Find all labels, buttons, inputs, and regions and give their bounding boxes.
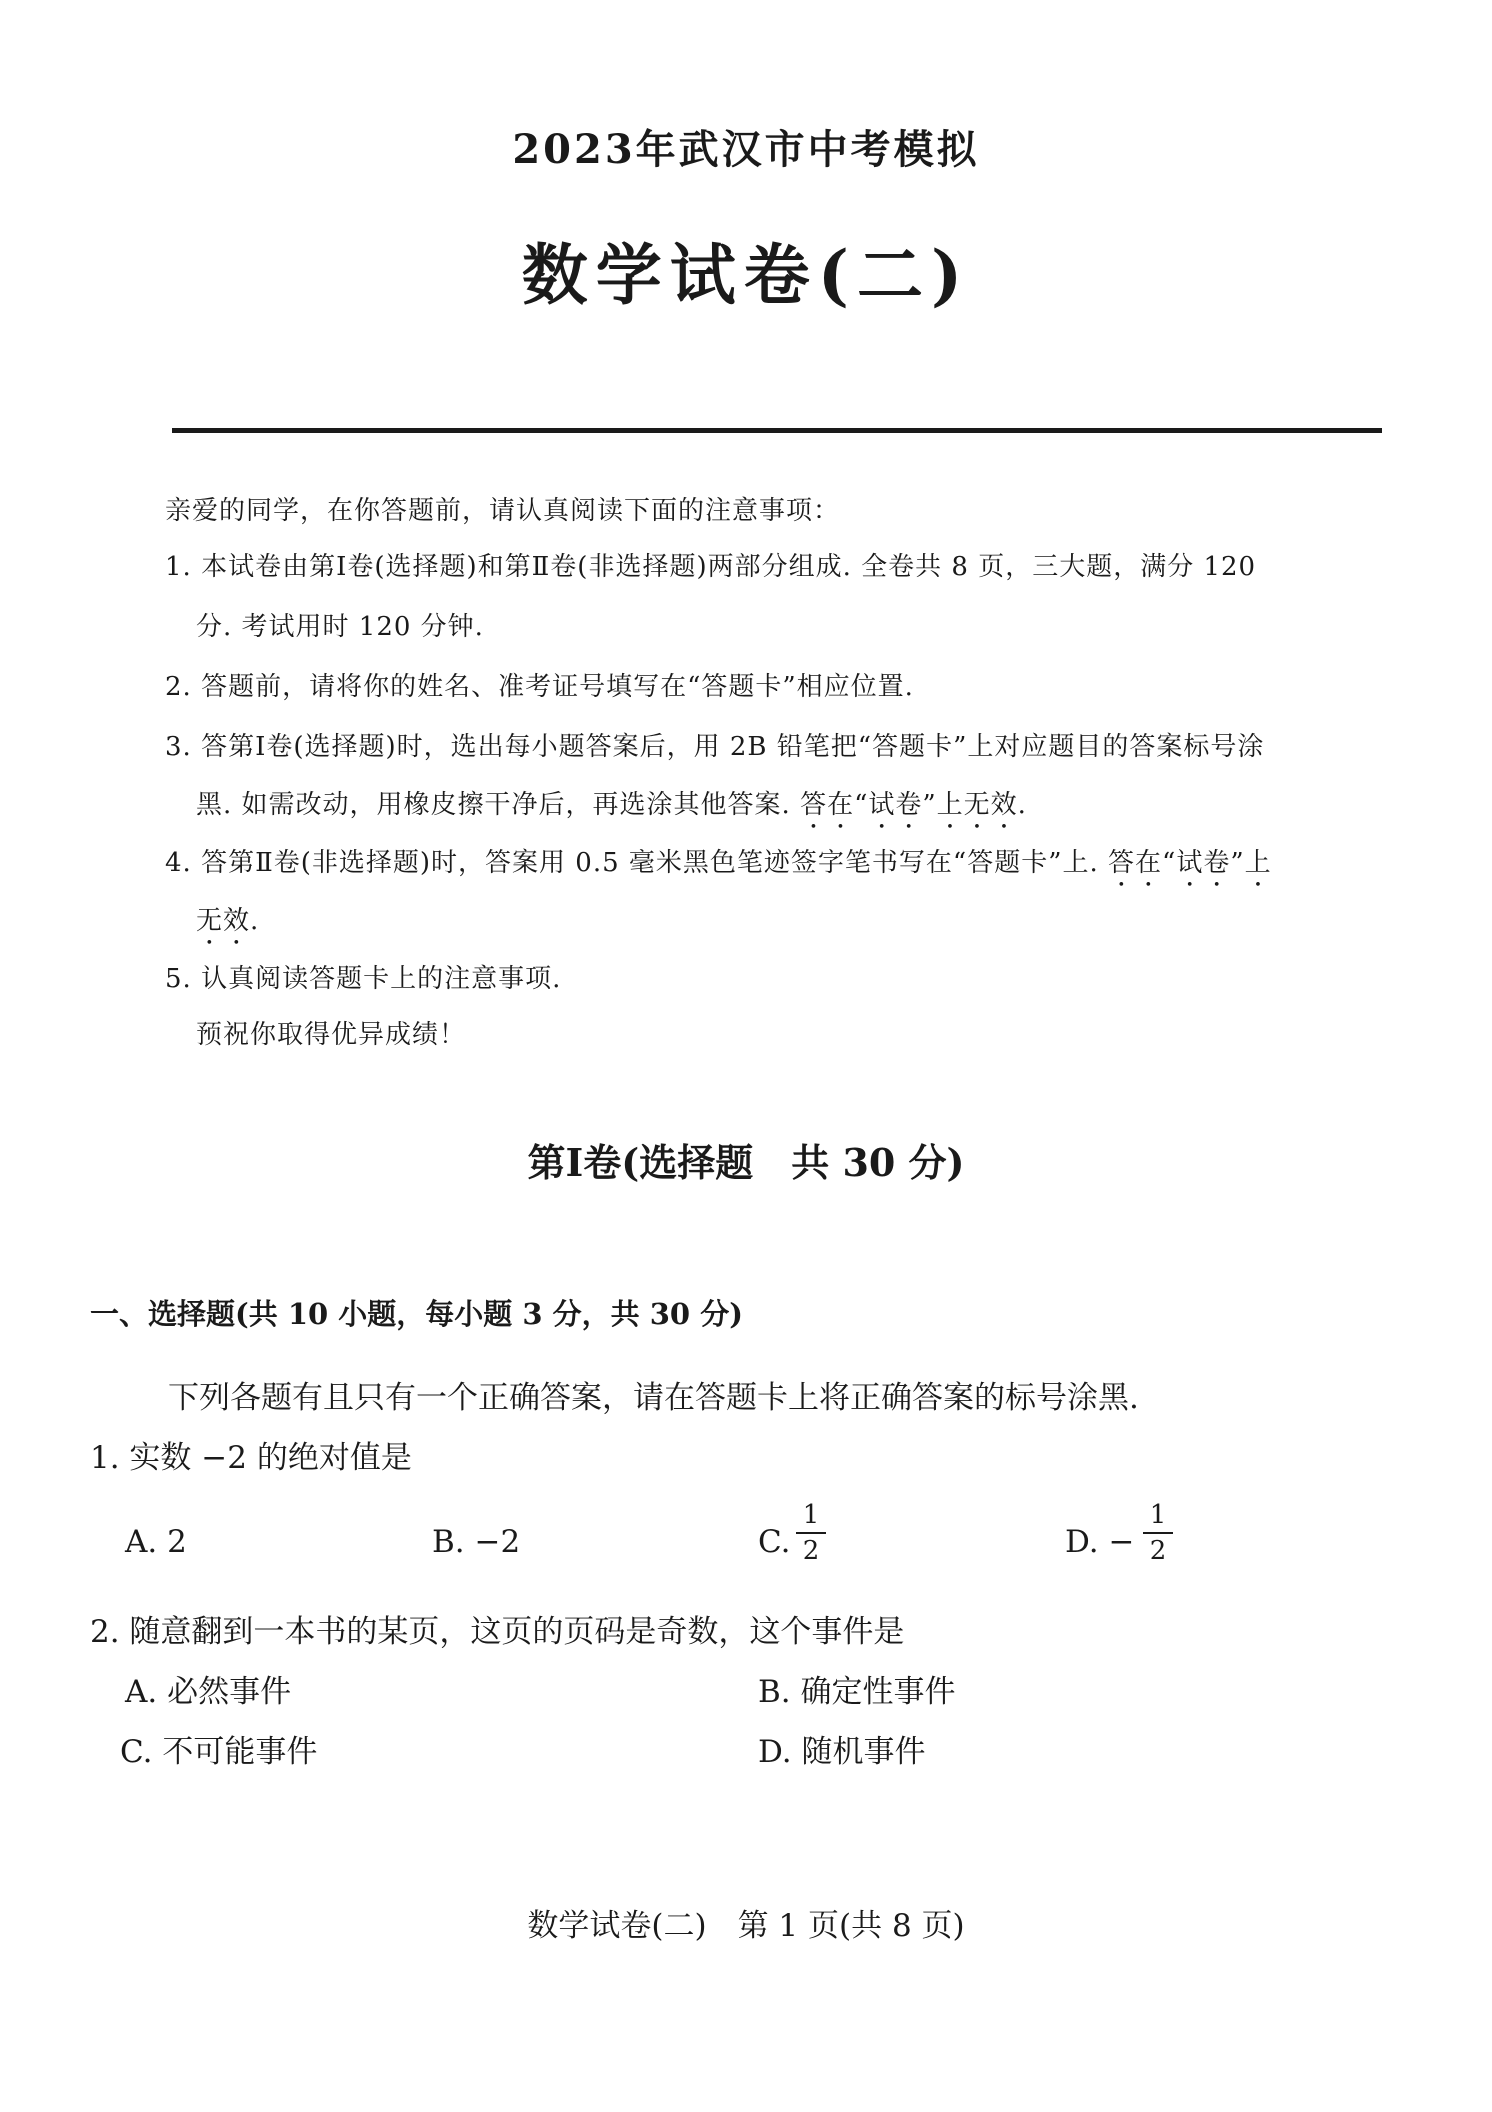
fraction-denominator: 2 — [802, 1536, 820, 1566]
emphasized-text: 无效 — [196, 906, 251, 936]
emphasized-text: 答在“试卷”上 — [1108, 848, 1272, 878]
question-1-option-b: B. −2 — [432, 1524, 521, 1560]
fraction-denominator: 2 — [1149, 1536, 1167, 1566]
fraction-bar — [1143, 1532, 1173, 1534]
notice-item-4-period: . — [250, 906, 260, 936]
question-2-option-c: C. 不可能事件 — [120, 1734, 318, 1770]
question-2-option-a: A. 必然事件 — [125, 1674, 292, 1710]
emphasized-text: 答在“试卷”上无效 — [800, 790, 1018, 820]
notice-item-3-text: 黑. 如需改动，用橡皮擦干净后，再选涂其他答案. — [196, 790, 801, 820]
notice-item-4-line-2 — [196, 900, 259, 951]
instruction-text: 下列各题有且只有一个正确答案，请在答题卡上将正确答案的标号涂黑. — [168, 1380, 1139, 1416]
notice-item-5: 5. 认真阅读答题卡上的注意事项. — [165, 964, 562, 994]
notice-item-4-line-1 — [165, 842, 1272, 893]
part-heading: 一、选择题(共 10 小题，每小题 3 分，共 30 分) — [90, 1297, 743, 1331]
notice-item-2: 2. 答题前，请将你的姓名、准考证号填写在“答题卡”相应位置. — [165, 672, 914, 702]
notice-item-3-line-2 — [196, 784, 1027, 835]
notice-intro: 亲爱的同学，在你答题前，请认真阅读下面的注意事项： — [165, 496, 841, 526]
question-1-option-a: A. 2 — [125, 1524, 187, 1560]
notice-wish: 预祝你取得优异成绩！ — [196, 1020, 467, 1050]
page-footer: 数学试卷(二) 第 1 页(共 8 页) — [527, 1908, 965, 1944]
notice-item-1-line-2: 分. 考试用时 120 分钟. — [196, 612, 484, 642]
question-1-option-d-label: D. − — [1065, 1524, 1135, 1560]
fraction-numerator: 1 — [1149, 1500, 1167, 1530]
fraction-bar — [796, 1532, 826, 1534]
fraction-numerator: 1 — [802, 1500, 820, 1530]
question-2-option-b: B. 确定性事件 — [758, 1674, 956, 1710]
question-2-option-d: D. 随机事件 — [758, 1734, 926, 1770]
exam-title: 数学试卷(二) — [521, 236, 971, 314]
question-1-stem: 1. 实数 −2 的绝对值是 — [90, 1440, 412, 1476]
question-1-option-d-fraction — [1143, 1500, 1173, 1566]
question-1-option-c-label: C. — [758, 1524, 791, 1560]
header-divider — [172, 428, 1382, 433]
notice-item-4-text: 4. 答第Ⅱ卷(非选择题)时，答案用 0.5 毫米黑色笔迹签字笔书写在“答题卡”上. — [165, 848, 1109, 878]
question-2-stem: 2. 随意翻到一本书的某页，这页的页码是奇数，这个事件是 — [90, 1614, 905, 1650]
question-1-option-c-fraction — [796, 1500, 826, 1566]
exam-subtitle: 2023年武汉市中考模拟 — [512, 126, 980, 173]
notice-item-3-period: . — [1017, 790, 1027, 820]
notice-item-3-line-1: 3. 答第Ⅰ卷(选择题)时，选出每小题答案后，用 2B 铅笔把“答题卡”上对应题目的答案标号涂 — [165, 732, 1265, 762]
notice-item-1-line-1: 1. 本试卷由第Ⅰ卷(选择题)和第Ⅱ卷(非选择题)两部分组成. 全卷共 8 页，三大题，满分 120 — [165, 552, 1257, 582]
section-title: 第Ⅰ卷(选择题 共 30 分) — [527, 1140, 965, 1185]
